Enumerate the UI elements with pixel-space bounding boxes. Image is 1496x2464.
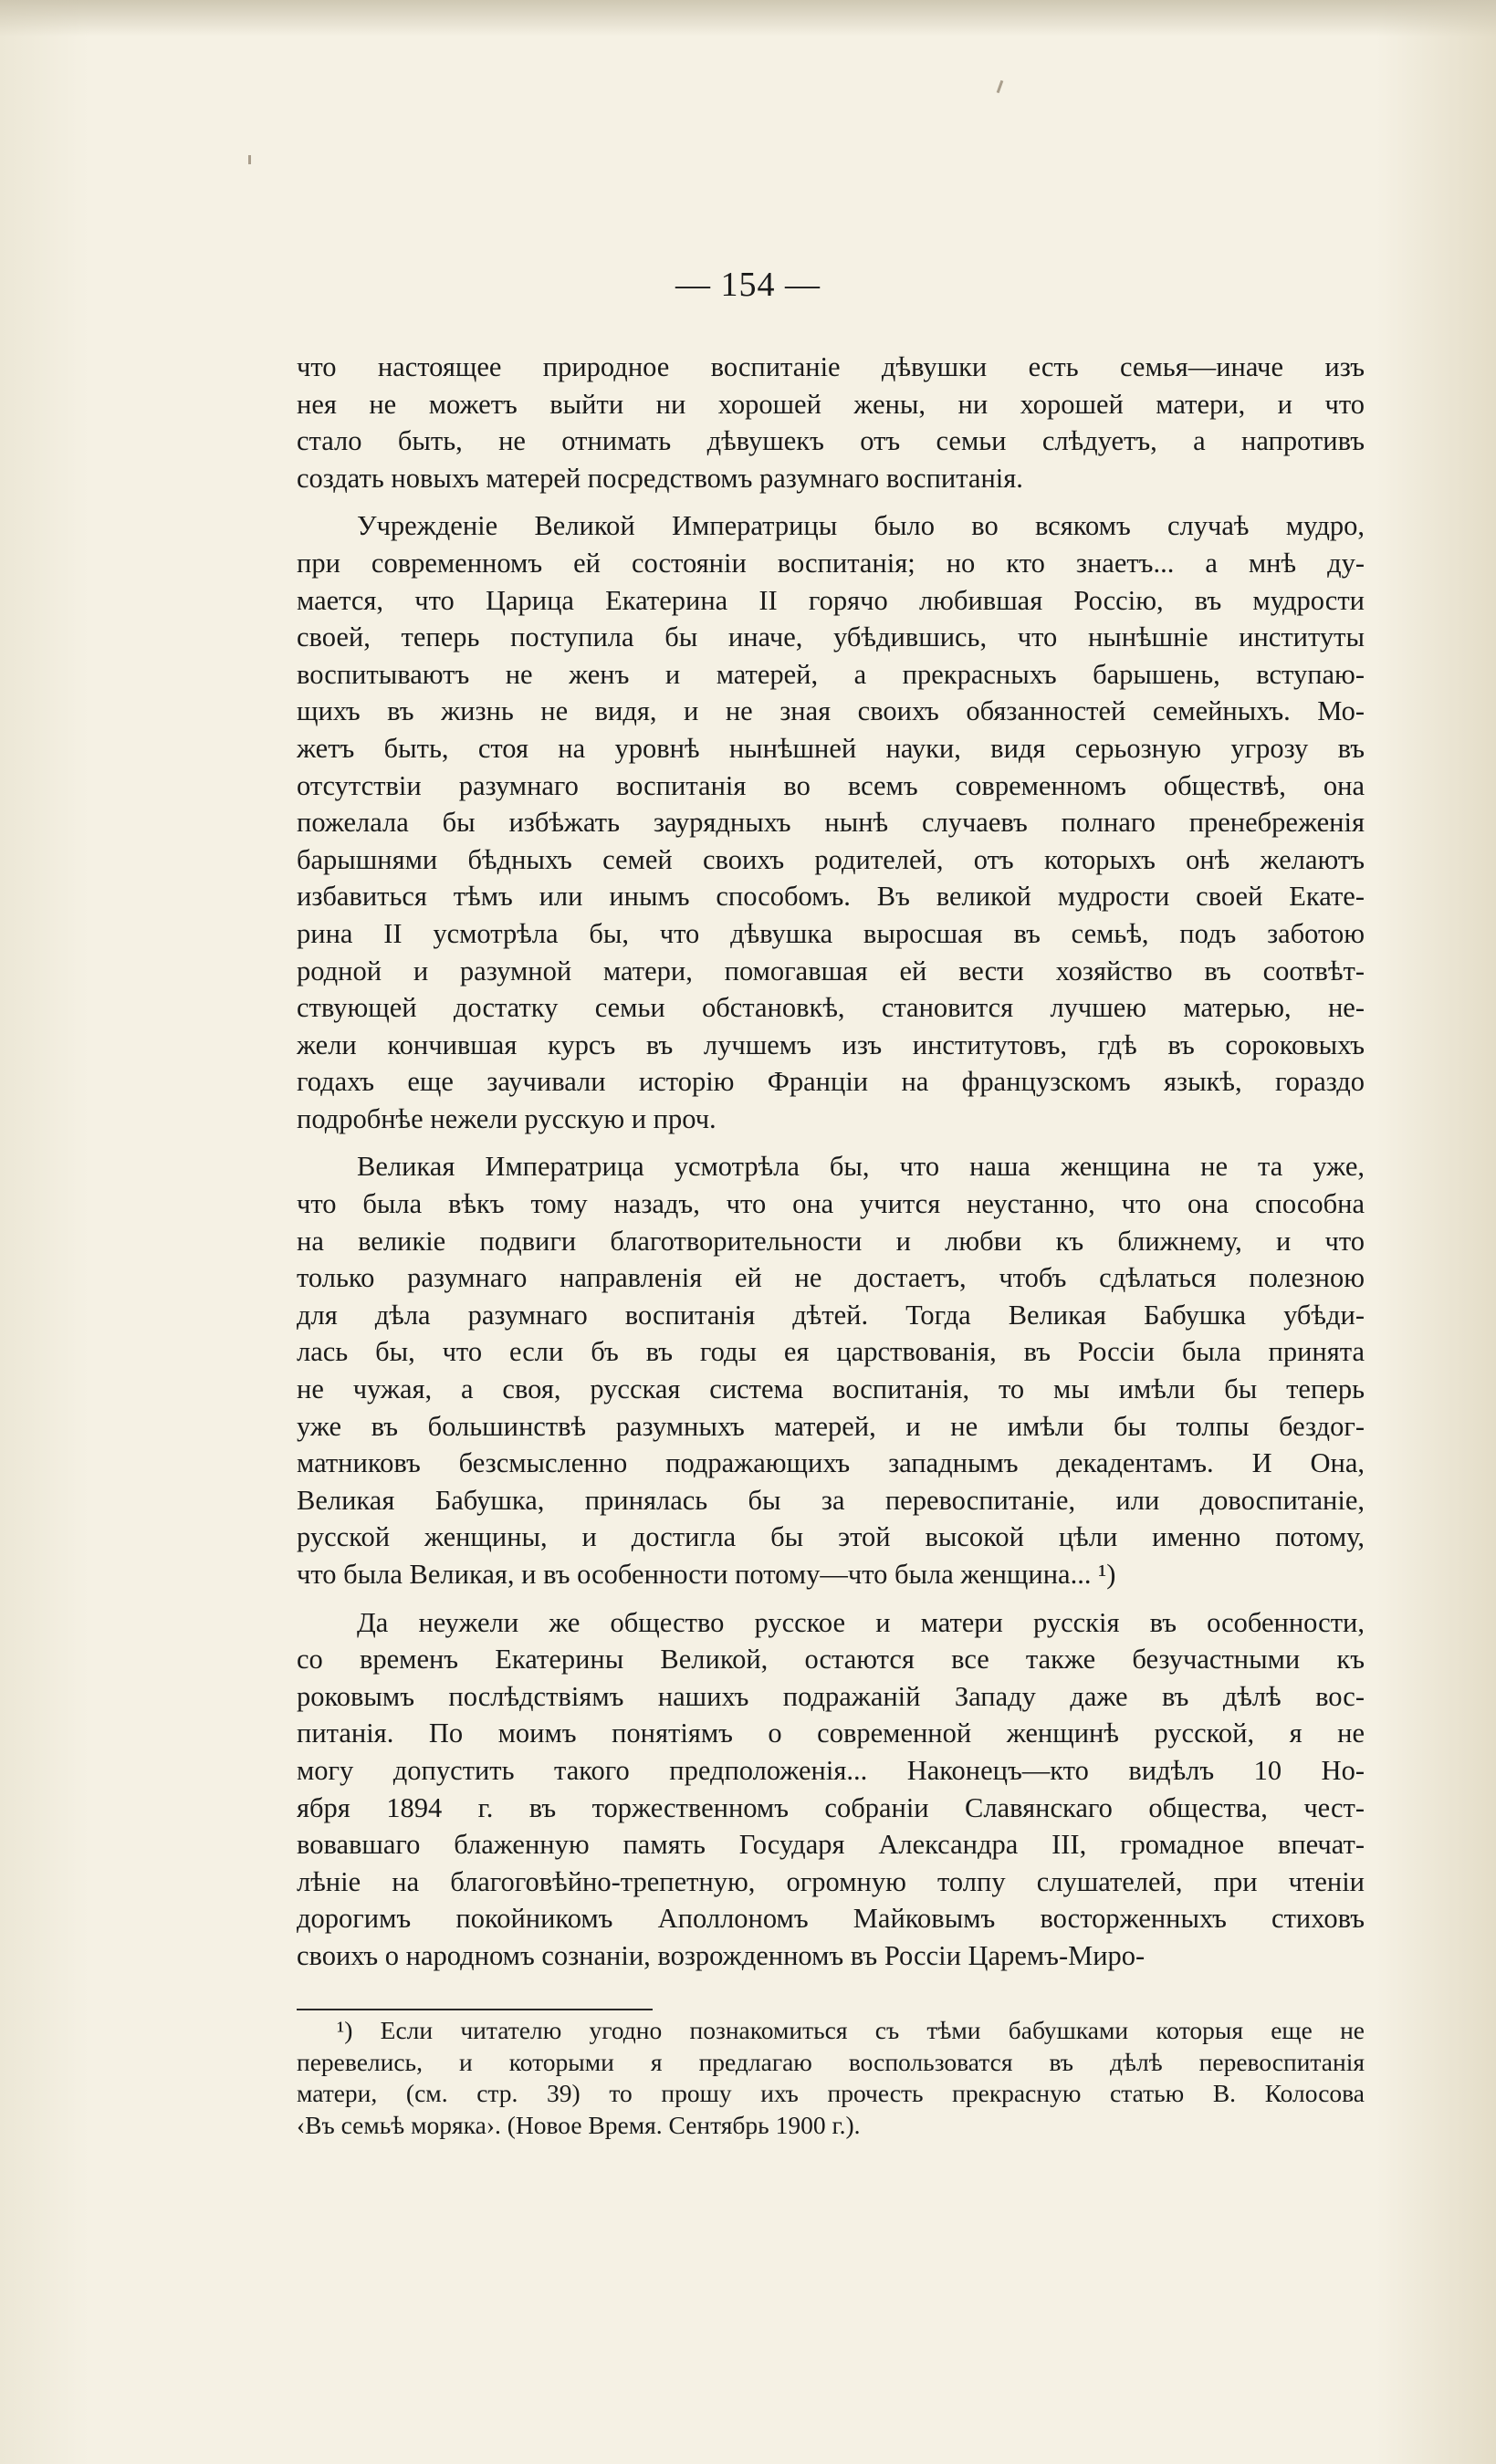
text-line: не чужая, а своя, русская система воспитанія, то мы имѣли бы теперь [297,1373,1365,1405]
text-line: русской женщины, и достигла бы этой высокой цѣли именно потому, [297,1521,1365,1553]
ink-speck [248,155,251,164]
paragraph-gap [297,1593,1365,1604]
text-line: барышнями бѣдныхъ семей своихъ родителей, отъ которыхъ онѣ желаютъ [297,843,1365,875]
paragraph-gap [297,496,1365,507]
footnote-line: ‹Въ семьѣ моряка›. (Новое Время. Сентябрь 1900 г.). [297,2110,861,2139]
text-line: для дѣла разумнаго воспитанія дѣтей. Тогда Великая Бабушка убѣди- [297,1299,1365,1331]
paragraph [297,507,1365,1137]
text-line: Да неужели же общество русское и матери русскія въ особенности, [357,1606,1365,1638]
text-line: Учрежденіе Великой Императрицы было во всякомъ случаѣ мудро, [357,510,1365,542]
text-line: уже въ большинствѣ разумныхъ матерей, и не имѣли бы толпы бездог- [297,1410,1365,1442]
text-line: лась бы, что если бъ въ годы ея царствованія, въ Россіи была принята [297,1336,1365,1368]
text-line: воспитываютъ не женъ и матерей, а прекрасныхъ барышень, вступаю- [297,658,1365,690]
text-line: стало быть, не отнимать дѣвушекъ отъ семьи слѣдуетъ, а напротивъ [297,425,1365,457]
text-line: ября 1894 г. въ торжественномъ собраніи Славянскаго общества, чест- [297,1791,1365,1823]
text-line: лѣніе на благоговѣйно-трепетную, огромную толпу слушателей, при чтеніи [297,1865,1365,1897]
page-number: — 154 — [675,266,821,304]
text-line: дорогимъ покойникомъ Аполлономъ Майковымъ восторженныхъ стиховъ [297,1903,1365,1935]
text-line: при современномъ ей состояніи воспитанія; но кто знаетъ... а мнѣ ду- [297,547,1365,579]
text-line: матниковъ безсмысленно подражающихъ западнымъ декадентамъ. И Она, [297,1447,1365,1479]
text-line: мается, что Царица Екатерина II горячо любившая Россію, въ мудрости [297,584,1365,616]
text-line: роковымъ послѣдствіямъ нашихъ подражаній Западу даже въ дѣлѣ вос- [297,1680,1365,1712]
text-line: только разумнаго направленія ей не достаетъ, чтобъ сдѣлаться полезною [297,1262,1365,1294]
text-line: своихъ о народномъ сознаніи, возрожденномъ въ Россіи Царемъ-Миро- [297,1939,1146,1971]
text-line: создать новыхъ матерей посредствомъ разумнаго воспитанія. [297,462,1023,494]
paragraph [297,1604,1365,1975]
body-text [297,349,1365,1975]
text-line: Великая Императрица усмотрѣла бы, что наша женщина не та уже, [357,1151,1365,1183]
text-line: подробнѣе нежели русскую и проч. [297,1102,717,1134]
text-line: вовавшаго блаженную память Государя Александра III, громадное впечат- [297,1829,1365,1861]
text-line: могу допустить такого предположенія... Наконецъ—кто видѣлъ 10 Но- [297,1754,1365,1786]
text-line: рина II усмотрѣла бы, что дѣвушка выросшая въ семьѣ, подъ заботою [297,917,1365,949]
text-line: нея не можетъ выйти ни хорошей жены, ни хорошей матери, и что [297,388,1365,420]
text-line: жетъ быть, стоя на уровнѣ нынѣшней науки, видя серьозную угрозу въ [297,732,1365,764]
text-line: жели кончившая курсъ въ лучшемъ изъ институтовъ, гдѣ въ сороковыхъ [297,1028,1365,1060]
text-line: на великіе подвиги благотворительности и любви къ ближнему, и что [297,1225,1365,1257]
text-line: Великая Бабушка, принялась бы за перевоспитаніе, или довоспитаніе, [297,1484,1365,1516]
page-top-edge [0,0,1496,37]
footnote-divider [297,2009,653,2010]
text-line: родной и разумной матери, помогавшая ей вести хозяйство въ соотвѣт- [297,955,1365,987]
text-line: ствующей достатку семьи обстановкѣ, становится лучшею матерью, не- [297,992,1365,1024]
text-line: годахъ еще заучивали исторію Франціи на французскомъ языкѣ, гораздо [297,1066,1365,1098]
text-line: что была вѣкъ тому назадъ, что она учится неустанно, что она способна [297,1188,1365,1220]
paragraph [297,349,1365,496]
text-line: питанія. По моимъ понятіямъ о современной женщинѣ русской, я не [297,1717,1365,1749]
footnote [297,2015,1365,2141]
text-line: что была Великая, и въ особенности потому—что была женщина... ¹) [297,1559,1116,1590]
footnote-line: матери, (см. стр. 39) то прошу ихъ прочесть прекрасную статью В. Колосова [297,2079,1365,2107]
text-line: со временъ Екатерины Великой, остаются все также безучастными къ [297,1644,1365,1676]
text-line: своей, теперь поступила бы иначе, убѣдившись, что нынѣшніе институты [297,621,1365,653]
text-line: щихъ въ жизнь не видя, и не зная своихъ обязанностей семейныхъ. Мо- [297,695,1365,727]
text-line: что настоящее природное воспитаніе дѣвушки есть семья—иначе изъ [297,351,1365,382]
text-line: избавиться тѣмъ или инымъ способомъ. Въ великой мудрости своей Екате- [297,881,1365,913]
text-line: отсутствіи разумнаго воспитанія во всемъ современномъ обществѣ, она [297,769,1365,801]
paragraph [297,1148,1365,1592]
footnote-line: ¹) Если читателю угодно познакомиться съ тѣми бабушками которыя еще не [337,2016,1365,2044]
paragraph-gap [297,1137,1365,1148]
footnote-line: перевелись, и которыми я предлагаю воспользоватся въ дѣлѣ перевоспитанія [297,2047,1365,2076]
text-line: пожелала бы избѣжать заурядныхъ нынѣ случаевъ полнаго пренебреженія [297,807,1365,839]
